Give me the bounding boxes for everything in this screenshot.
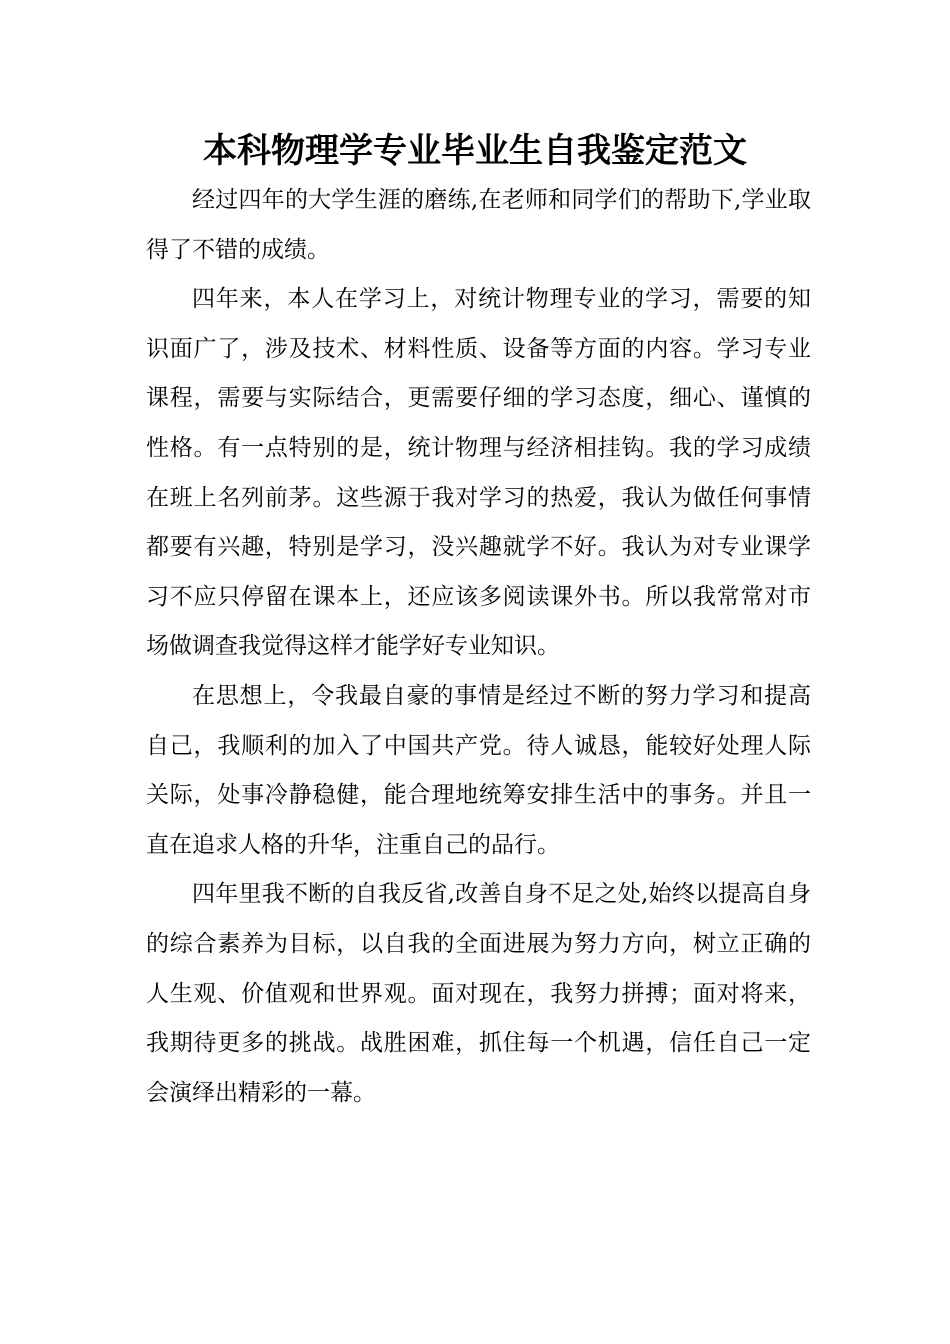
paragraph-2: 四年来，本人在学习上，对统计物理专业的学习，需要的知识面广了，涉及技术、材料性质、设备等方面的内容。学习专业课程，需要与实际结合，更需要仔细的学习态度，细心、谨慎的性格。有一点特别的是，统计物理与经济相挂钩。我的学习成绩在班上名列前茅。这些源于我对学习的热爱，我认为做任何事情都要有兴趣，特别是学习，没兴趣就学不好。我认为对专业课学习不应只停留在课本上，还应该多阅读课外书。所以我常常对市场做调查我觉得这样才能学好专业知识。 <box>146 286 811 660</box>
document-body <box>146 176 811 1118</box>
paragraph-3: 在思想上，令我最自豪的事情是经过不断的努力学习和提高自己，我顺利的加入了中国共产党。待人诚恳，能较好处理人际关际，处事冷静稳健，能合理地统筹安排生活中的事务。并且一直在追求人格的升华，注重自己的品行。 <box>146 682 811 858</box>
paragraph-1: 经过四年的大学生涯的磨练,在老师和同学们的帮助下,学业取得了不错的成绩。 <box>146 187 811 263</box>
paragraph-4: 四年里我不断的自我反省,改善自身不足之处,始终以提高自身的综合素养为目标，以自我的全面进展为努力方向，树立正确的人生观、价值观和世界观。面对现在，我努力拼搏；面对将来，我期待更多的挑战。战胜困难，抓住每一个机遇，信任自己一定会演绎出精彩的一幕。 <box>146 881 811 1106</box>
document-title: 本科物理学专业毕业生自我鉴定范文 <box>203 131 747 171</box>
